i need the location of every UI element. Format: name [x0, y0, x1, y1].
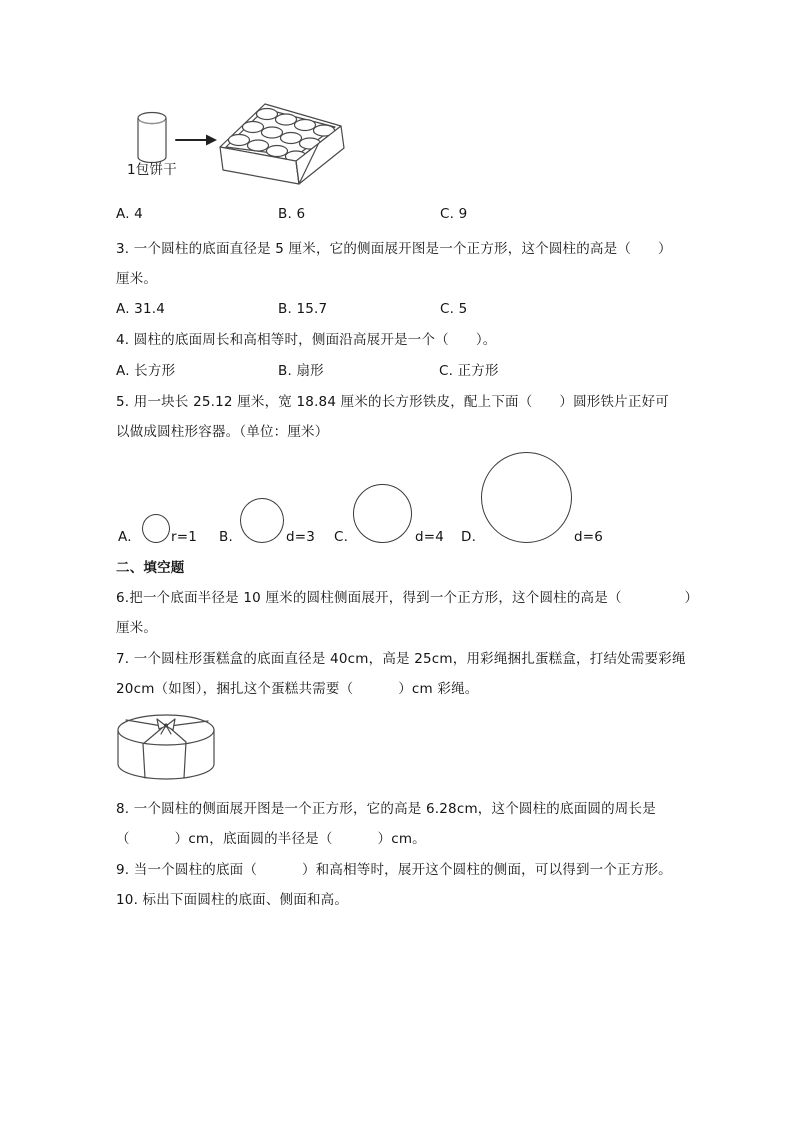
- question-5-line-2: 以做成圆柱形容器。（单位：厘米）: [116, 424, 329, 440]
- cake-box-figure: [113, 707, 227, 795]
- circle-option-c: [353, 484, 412, 543]
- circle-option-b-label: d=3: [286, 529, 316, 545]
- q3-option-c: C. 5: [440, 301, 468, 317]
- circle-option-b: [240, 498, 284, 543]
- circle-option-c-label: d=4: [415, 529, 445, 545]
- circle-option-a-key: A.: [118, 529, 132, 545]
- question-3-line-1: 3. 一个圆柱的底面直径是 5 厘米，它的侧面展开图是一个正方形，这个圆柱的高是（ ）: [116, 241, 672, 257]
- circle-option-d: [481, 452, 572, 543]
- question-3-line-2: 厘米。: [116, 271, 158, 287]
- circle-option-a-label: r=1: [171, 529, 198, 545]
- carton-drawing: [220, 104, 344, 184]
- q4-option-c: C. 正方形: [439, 363, 499, 379]
- circle-option-c-key: C.: [334, 529, 349, 545]
- q4-option-a: A. 长方形: [116, 363, 176, 379]
- cylinder-pack-drawing: [138, 113, 166, 163]
- circle-option-d-label: d=6: [574, 529, 604, 545]
- biscuit-figure-label: 1包饼干: [127, 162, 177, 178]
- q3-option-a: A. 31.4: [116, 301, 166, 317]
- q2-option-a: A. 4: [116, 206, 143, 222]
- question-10-line-1: 10. 标出下面圆柱的底面、侧面和高。: [116, 892, 349, 908]
- question-8-line-1: 8. 一个圆柱的侧面展开图是一个正方形，它的高是 6.28cm，这个圆柱的底面圆的周长是: [116, 801, 656, 817]
- question-7-line-2: 20cm（如图），捆扎这个蛋糕共需要（ ）cm 彩绳。: [116, 681, 479, 697]
- question-8-line-2: （ ）cm，底面圆的半径是（ ）cm。: [116, 831, 426, 847]
- circle-option-d-key: D.: [461, 529, 477, 545]
- question-4-line-1: 4. 圆柱的底面周长和高相等时，侧面沿高展开是一个（ ）。: [116, 332, 497, 348]
- arrow-icon: [176, 135, 217, 146]
- q4-option-b: B. 扇形: [278, 363, 324, 379]
- circle-option-a: [142, 514, 170, 543]
- q2-option-c: C. 9: [440, 206, 468, 222]
- question-6-line-2: 厘米。: [116, 620, 158, 636]
- question-6-line-1: 6.把一个底面半径是 10 厘米的圆柱侧面展开，得到一个正方形，这个圆柱的高是（ ）: [116, 590, 699, 606]
- question-9-line-1: 9. 当一个圆柱的底面（ ）和高相等时，展开这个圆柱的侧面，可以得到一个正方形。: [116, 862, 672, 878]
- question-7-line-1: 7. 一个圆柱形蛋糕盒的底面直径是 40cm，高是 25cm，用彩绳捆扎蛋糕盒，打结处需要彩绳: [116, 651, 686, 667]
- question-5-line-1: 5. 用一块长 25.12 厘米，宽 18.84 厘米的长方形铁皮，配上下面（ ）圆形铁片正好可: [116, 394, 669, 410]
- section-2-heading: 二、填空题: [116, 560, 185, 576]
- q2-option-b: B. 6: [278, 206, 306, 222]
- q3-option-b: B. 15.7: [278, 301, 328, 317]
- circle-option-b-key: B.: [219, 529, 233, 545]
